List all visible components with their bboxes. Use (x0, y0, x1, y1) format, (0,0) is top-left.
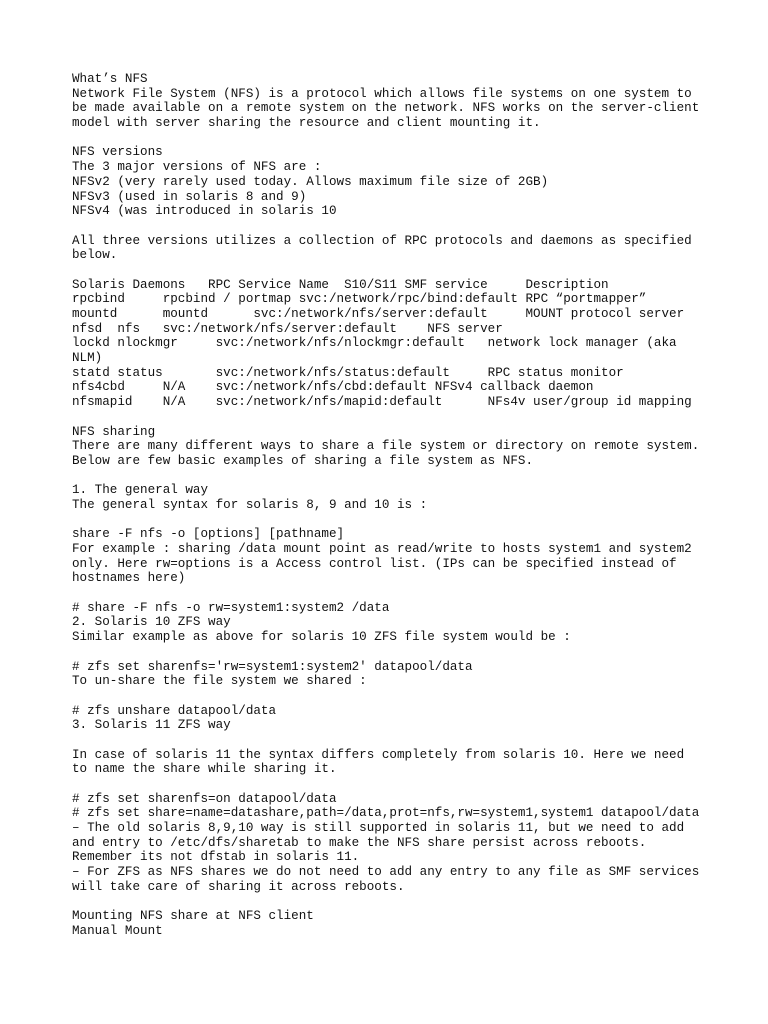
command-line: # zfs set sharenfs=on datapool/data (72, 791, 337, 806)
section-heading: What’s NFS (72, 72, 148, 86)
table-row: lockd nlockmgr svc:/network/nfs/nlockmgr:default network lock manager (aka (72, 336, 677, 351)
section-solaris11 (72, 748, 712, 777)
text-line: Mounting NFS share at NFS client (72, 909, 314, 924)
table-row: nfs4cbd N/A svc:/network/nfs/cbd:default NFSv4 callback daemon (72, 380, 594, 395)
text-line: only. Here rw=options is a Access control list. (IPs can be specified instead of (72, 556, 677, 571)
section-general-way (72, 483, 712, 512)
section-heading: NFS sharing (72, 424, 156, 439)
blank-line (72, 586, 712, 601)
text-line: and entry to /etc/dfs/sharetab to make the NFS share persist across reboots. (72, 835, 647, 850)
text-line: There are many different ways to share a file system or directory on remote system. (72, 439, 700, 454)
text-line: – For ZFS as NFS shares we do not need to add any entry to any file as SMF services (72, 865, 700, 880)
blank-line (72, 131, 712, 146)
section-versions (72, 145, 712, 218)
text-line: The general syntax for solaris 8, 9 and 10 is : (72, 497, 428, 512)
blank-line (72, 410, 712, 425)
section-zfs-set (72, 660, 712, 689)
text-line: In case of solaris 11 the syntax differs completely from solaris 10. Here we need (72, 747, 685, 762)
text-line: model with server sharing the resource and client mounting it. (72, 116, 541, 131)
table-header-row: Solaris Daemons RPC Service Name S10/S11 SMF service Description (72, 277, 609, 292)
text-line: Remember its not dfstab in solaris 11. (72, 850, 360, 865)
text-line: For example : sharing /data mount point as read/write to hosts system1 and system2 (72, 542, 692, 556)
text-line: to name the share while sharing it. (72, 762, 337, 777)
text-line: Network File System (NFS) is a protocol which allows file systems on one system to (72, 86, 692, 101)
text-line: The 3 major versions of NFS are : (72, 160, 322, 175)
table-row: NLM) (72, 351, 103, 366)
table-row: statd status svc:/network/nfs/status:default RPC status monitor (72, 365, 624, 380)
text-line: To un-share the file system we shared : (72, 674, 367, 689)
blank-line (72, 733, 712, 748)
text-line: – The old solaris 8,9,10 way is still supported in solaris 11, but we need to add (72, 821, 685, 836)
section-solaris11-commands (72, 792, 712, 895)
blank-line (72, 513, 712, 528)
section-zfs-unshare (72, 704, 712, 733)
document-page (72, 72, 712, 939)
text-line: All three versions utilizes a collection of RPC protocols and daemons as specified (72, 233, 692, 248)
text-line: be made available on a remote system on the network. NFS works on the server-client (72, 101, 700, 116)
command-line: # share -F nfs -o rw=system1:system2 /data (72, 600, 390, 615)
text-line: NFSv2 (very rarely used today. Allows maximum file size of 2GB) (72, 174, 549, 189)
blank-line (72, 263, 712, 278)
text-line: 1. The general way (72, 483, 209, 498)
section-share-example (72, 601, 712, 645)
section-rpc (72, 234, 712, 263)
section-share-syntax (72, 527, 712, 586)
text-line: 2. Solaris 10 ZFS way (72, 615, 231, 630)
command-line: share -F nfs -o [options] [pathname] (72, 527, 345, 542)
text-line: Manual Mount (72, 923, 163, 938)
table-row: rpcbind rpcbind / portmap svc:/network/rpc/bind:default RPC “portmapper” (72, 292, 647, 307)
command-line: # zfs unshare datapool/data (72, 703, 277, 718)
text-line: below. (72, 248, 118, 263)
text-line: 3. Solaris 11 ZFS way (72, 718, 231, 733)
command-line: # zfs set share=name=datashare,path=/data,prot=nfs,rw=system1,system1 datapool/data (72, 806, 700, 821)
command-line: # zfs set sharenfs='rw=system1:system2' datapool/data (72, 659, 473, 674)
text-line: will take care of sharing it across reboots. (72, 879, 405, 894)
text-line: Similar example as above for solaris 10 ZFS file system would be : (72, 630, 571, 645)
text-line: hostnames here) (72, 571, 186, 586)
text-line: Below are few basic examples of sharing a file system as NFS. (72, 453, 534, 468)
table-row: nfsd nfs svc:/network/nfs/server:default NFS server (72, 321, 503, 336)
text-line: NFSv3 (used in solaris 8 and 9) (72, 189, 307, 204)
table-row: nfsmapid N/A svc:/network/nfs/mapid:default NFs4v user/group id mapping (72, 395, 692, 410)
daemons-table (72, 278, 712, 410)
text-line: NFSv4 (was introduced in solaris 10 (72, 204, 337, 219)
section-sharing (72, 425, 712, 469)
table-row: mountd mountd svc:/network/nfs/server:default MOUNT protocol server (72, 307, 685, 321)
section-mounting (72, 909, 712, 938)
blank-line (72, 895, 712, 910)
blank-line (72, 469, 712, 484)
blank-line (72, 219, 712, 234)
section-intro (72, 72, 712, 131)
section-heading: NFS versions (72, 145, 163, 160)
blank-line (72, 645, 712, 660)
blank-line (72, 777, 712, 792)
blank-line (72, 689, 712, 704)
